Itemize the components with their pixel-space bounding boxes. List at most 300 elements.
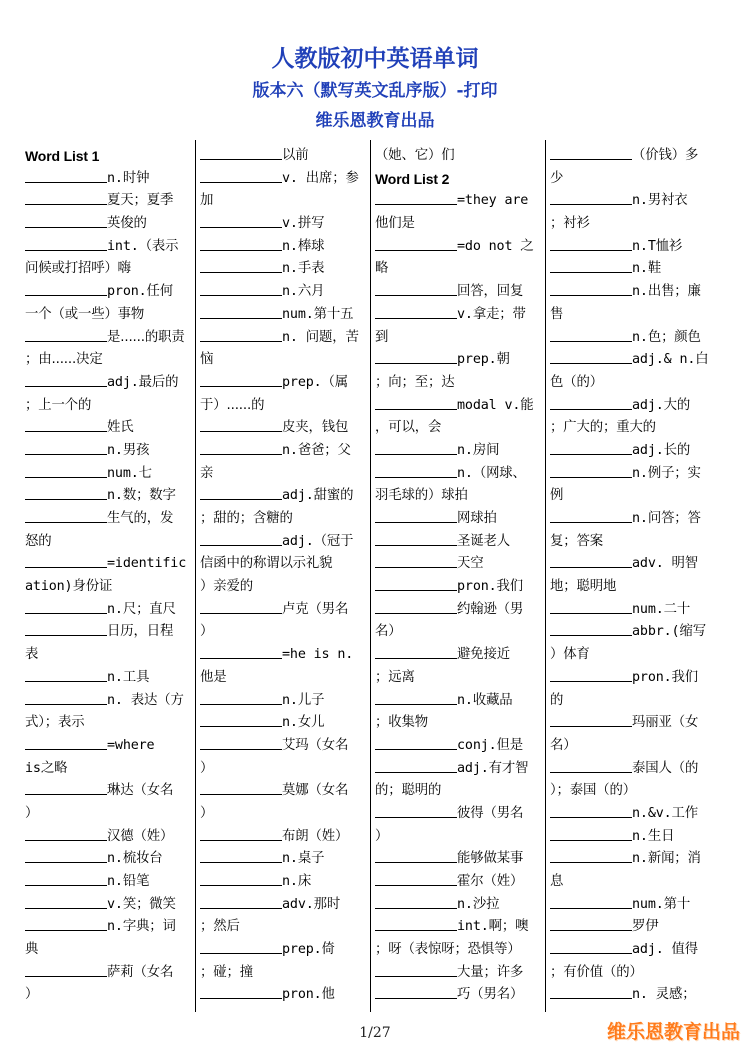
answer-blank bbox=[25, 236, 107, 251]
definition-text: n.儿子 bbox=[282, 692, 325, 708]
definition-text: ）；泰国（的） bbox=[550, 783, 636, 799]
vocab-entry-continuation bbox=[200, 621, 372, 644]
definition-text: 于）......的 bbox=[200, 397, 265, 413]
vocab-entry bbox=[550, 440, 722, 463]
vocab-entry bbox=[550, 939, 722, 962]
answer-blank bbox=[25, 848, 107, 863]
answer-blank bbox=[25, 735, 107, 750]
answer-blank bbox=[550, 281, 632, 296]
answer-blank bbox=[550, 440, 632, 455]
definition-text: ，可以，会 bbox=[375, 420, 442, 436]
vocab-entry-continuation bbox=[200, 667, 372, 690]
answer-blank bbox=[25, 508, 107, 523]
vocab-entry bbox=[200, 145, 372, 168]
vocab-entry-continuation bbox=[200, 576, 372, 599]
definition-text: adj.大的 bbox=[632, 397, 691, 413]
answer-blank bbox=[550, 667, 632, 682]
answer-blank bbox=[375, 236, 457, 251]
definition-text: 艾玛（女名 bbox=[282, 737, 349, 753]
vocab-entry bbox=[200, 894, 372, 917]
vocab-entry bbox=[25, 372, 197, 395]
vocab-entry-continuation bbox=[200, 395, 372, 418]
vocab-entry-continuation bbox=[550, 962, 722, 985]
vocab-entry-continuation bbox=[550, 213, 722, 236]
word-column-4 bbox=[550, 145, 722, 1007]
definition-text: prep.朝 bbox=[457, 352, 510, 368]
definition-text: num.七 bbox=[107, 465, 152, 481]
vocab-entry bbox=[375, 553, 547, 576]
answer-blank bbox=[25, 871, 107, 886]
vocab-entry-continuation bbox=[375, 485, 547, 508]
definition-text: 约翰逊（男 bbox=[457, 601, 524, 617]
definition-text: n.色；颜色 bbox=[632, 329, 701, 345]
vocab-entry-continuation bbox=[200, 803, 372, 826]
definition-text: adj.& n.白 bbox=[632, 352, 709, 368]
answer-blank bbox=[375, 758, 457, 773]
answer-blank bbox=[375, 916, 457, 931]
definition-text: 回答，回复 bbox=[457, 284, 524, 300]
definition-text: =identific bbox=[107, 556, 187, 572]
definition-text: 罗伊 bbox=[632, 919, 659, 935]
definition-text: n.桌子 bbox=[282, 851, 325, 867]
definition-text: n.&v.工作 bbox=[632, 805, 699, 821]
vocab-entry bbox=[200, 213, 372, 236]
answer-blank bbox=[200, 417, 282, 432]
word-list-heading-text: Word List 2 bbox=[375, 170, 450, 187]
definition-text: ；甜的；含糖的 bbox=[200, 511, 293, 526]
definition-text: 霍尔（姓） bbox=[457, 874, 524, 889]
answer-blank bbox=[25, 621, 107, 636]
answer-blank bbox=[550, 395, 632, 410]
answer-blank bbox=[200, 871, 282, 886]
definition-text: n.T恤衫 bbox=[632, 238, 683, 254]
definition-text: 亲 bbox=[200, 465, 214, 481]
answer-blank bbox=[200, 145, 282, 160]
definition-text: 网球拍 bbox=[457, 511, 497, 526]
vocab-entry-continuation bbox=[375, 780, 547, 803]
definition-text: ；由......决定 bbox=[25, 352, 103, 368]
answer-blank bbox=[200, 372, 282, 387]
vocab-entry bbox=[375, 440, 547, 463]
answer-blank bbox=[550, 712, 632, 727]
vocab-entry bbox=[200, 690, 372, 713]
definition-text: 夏天；夏季 bbox=[107, 193, 174, 209]
answer-blank bbox=[550, 916, 632, 931]
vocab-entry-continuation bbox=[550, 168, 722, 191]
answer-blank bbox=[375, 395, 457, 410]
answer-blank bbox=[375, 644, 457, 659]
page-title: 人教版初中英语单词 bbox=[271, 46, 479, 72]
answer-blank bbox=[25, 916, 107, 931]
vocab-entry bbox=[200, 372, 372, 395]
answer-blank bbox=[200, 780, 282, 795]
vocab-entry bbox=[25, 735, 197, 758]
vocab-entry-continuation bbox=[550, 871, 722, 894]
watermark-logo: 维乐恩教育出品 bbox=[606, 1021, 740, 1043]
vocab-entry bbox=[25, 281, 197, 304]
definition-text: pron.任何 bbox=[107, 284, 174, 300]
answer-blank bbox=[375, 894, 457, 909]
definition-text: v.笑；微笑 bbox=[107, 896, 176, 912]
definition-text: n.字典；词 bbox=[107, 919, 176, 935]
vocab-entry-continuation bbox=[550, 690, 722, 713]
definition-text: adj. 值得 bbox=[632, 942, 699, 958]
definition-text: adj.甜蜜的 bbox=[282, 488, 354, 504]
definition-text: n.沙拉 bbox=[457, 896, 500, 912]
answer-blank bbox=[375, 508, 457, 523]
definition-text: adv.那时 bbox=[282, 896, 341, 912]
vocab-entry bbox=[25, 463, 197, 486]
vocab-entry-continuation bbox=[550, 735, 722, 758]
vocab-entry bbox=[200, 281, 372, 304]
definition-text: pron.我们 bbox=[632, 669, 699, 685]
answer-blank bbox=[200, 304, 282, 319]
vocab-entry bbox=[25, 667, 197, 690]
definition-text: =he is n. bbox=[282, 647, 354, 663]
answer-blank bbox=[200, 258, 282, 273]
answer-blank bbox=[200, 848, 282, 863]
vocab-entry bbox=[25, 599, 197, 622]
answer-blank bbox=[375, 984, 457, 999]
definition-text: 复；答案 bbox=[550, 533, 603, 549]
vocab-entry bbox=[25, 327, 197, 350]
definition-text: 日历，日程 bbox=[107, 624, 174, 640]
vocab-entry bbox=[550, 712, 722, 735]
answer-blank bbox=[375, 531, 457, 546]
definition-text: ） bbox=[200, 760, 214, 776]
answer-blank bbox=[25, 327, 107, 342]
answer-blank bbox=[25, 168, 107, 183]
definition-text: num.第十 bbox=[632, 896, 691, 912]
vocab-entry-continuation bbox=[375, 621, 547, 644]
definition-text: n.铅笔 bbox=[107, 874, 150, 889]
vocab-entry bbox=[200, 236, 372, 259]
vocab-entry bbox=[200, 848, 372, 871]
definition-text: 生气的，发 bbox=[107, 511, 174, 526]
vocab-entry bbox=[375, 916, 547, 939]
answer-blank bbox=[200, 599, 282, 614]
vocab-entry bbox=[375, 576, 547, 599]
vocab-entry bbox=[375, 644, 547, 667]
definition-text: 彼得（男名 bbox=[457, 805, 524, 821]
answer-blank bbox=[550, 508, 632, 523]
vocab-entry bbox=[375, 871, 547, 894]
vocab-entry bbox=[25, 485, 197, 508]
answer-blank bbox=[200, 213, 282, 228]
vocab-entry-continuation bbox=[550, 531, 722, 554]
definition-text: 典 bbox=[25, 942, 39, 958]
word-list-heading bbox=[375, 168, 547, 191]
definition-text: ） bbox=[200, 805, 214, 821]
vocab-entry bbox=[550, 145, 722, 168]
vocab-entry bbox=[200, 780, 372, 803]
vocab-entry bbox=[550, 508, 722, 531]
vocab-entry bbox=[200, 258, 372, 281]
vocab-entry bbox=[375, 236, 547, 259]
answer-blank bbox=[200, 690, 282, 705]
vocab-entry bbox=[375, 508, 547, 531]
vocab-entry bbox=[550, 667, 722, 690]
definition-text: conj.但是 bbox=[457, 737, 524, 753]
definition-text: n.生日 bbox=[632, 828, 675, 844]
definition-text: 式）；表示 bbox=[25, 715, 85, 731]
definition-text: 避免接近 bbox=[457, 647, 510, 663]
answer-blank bbox=[375, 962, 457, 977]
definition-text: 例 bbox=[550, 488, 564, 504]
answer-blank bbox=[25, 826, 107, 841]
vocab-entry bbox=[200, 304, 372, 327]
definition-text: n.男衬衣 bbox=[632, 193, 688, 209]
definition-text: prep.倚 bbox=[282, 942, 335, 958]
page-subtitle: 版本六（默写英文乱序版）-打印 bbox=[252, 81, 498, 101]
definition-text: 息 bbox=[550, 874, 564, 889]
definition-text: 他们是 bbox=[375, 216, 415, 232]
definition-text: modal v.能 bbox=[457, 397, 534, 413]
definition-text: adj.长的 bbox=[632, 442, 691, 458]
vocab-entry bbox=[375, 848, 547, 871]
answer-blank bbox=[25, 463, 107, 478]
vocab-entry-continuation bbox=[25, 531, 197, 554]
page-number: 1/27 bbox=[359, 1025, 391, 1041]
definition-text: adj.最后的 bbox=[107, 374, 179, 390]
definition-text: ） bbox=[200, 624, 214, 640]
definition-text: ）体育 bbox=[550, 647, 590, 663]
vocab-entry bbox=[550, 621, 722, 644]
definition-text: =do not 之 bbox=[457, 238, 534, 254]
vocab-entry bbox=[25, 417, 197, 440]
answer-blank bbox=[25, 417, 107, 432]
vocab-entry-continuation bbox=[550, 576, 722, 599]
definition-text: 布朗（姓） bbox=[282, 828, 349, 844]
vocab-entry bbox=[375, 758, 547, 781]
definition-text: adj.（冠于 bbox=[282, 533, 354, 549]
definition-text: ；上一个的 bbox=[25, 397, 92, 413]
vocab-entry-continuation bbox=[25, 576, 197, 599]
vocab-entry bbox=[550, 916, 722, 939]
definition-text: 卢克（男名 bbox=[282, 601, 349, 617]
answer-blank bbox=[550, 190, 632, 205]
vocab-entry bbox=[200, 939, 372, 962]
definition-text: ；远离 bbox=[375, 669, 415, 685]
vocab-entry-continuation bbox=[375, 258, 547, 281]
answer-blank bbox=[375, 690, 457, 705]
vocab-entry bbox=[200, 984, 372, 1007]
vocab-entry-continuation bbox=[375, 712, 547, 735]
answer-blank bbox=[200, 984, 282, 999]
vocab-entry bbox=[375, 531, 547, 554]
vocab-entry bbox=[375, 349, 547, 372]
word-list-heading bbox=[25, 145, 197, 168]
vocab-entry-continuation bbox=[25, 349, 197, 372]
definition-text: ） bbox=[25, 805, 39, 821]
definition-text: 英俊的 bbox=[107, 216, 147, 232]
vocab-entry bbox=[25, 508, 197, 531]
vocab-entry bbox=[25, 826, 197, 849]
vocab-entry bbox=[550, 258, 722, 281]
vocab-entry bbox=[550, 190, 722, 213]
vocab-entry bbox=[200, 712, 372, 735]
definition-text: 以前 bbox=[282, 148, 309, 163]
vocab-entry bbox=[375, 803, 547, 826]
answer-blank bbox=[550, 258, 632, 273]
vocab-entry bbox=[550, 758, 722, 781]
vocab-entry bbox=[25, 848, 197, 871]
definition-text: ；然后 bbox=[200, 919, 240, 935]
definition-text: ；收集物 bbox=[375, 715, 428, 731]
vocab-entry bbox=[550, 395, 722, 418]
vocab-entry bbox=[25, 236, 197, 259]
definition-text: =they are bbox=[457, 193, 529, 209]
definition-text: （她、它）们 bbox=[375, 148, 455, 163]
vocab-entry bbox=[550, 463, 722, 486]
definition-text: 售 bbox=[550, 306, 564, 322]
vocab-entry bbox=[25, 916, 197, 939]
vocab-entry-continuation bbox=[550, 644, 722, 667]
vocab-entry-continuation bbox=[550, 780, 722, 803]
definition-text: 泰国人（的 bbox=[632, 760, 699, 776]
vocab-entry-continuation bbox=[25, 644, 197, 667]
answer-blank bbox=[25, 372, 107, 387]
definition-text: 汉德（姓） bbox=[107, 828, 174, 844]
vocab-entry-continuation bbox=[375, 327, 547, 350]
definition-text: n.时钟 bbox=[107, 170, 150, 186]
vocab-entry-continuation bbox=[25, 803, 197, 826]
answer-blank bbox=[200, 826, 282, 841]
definition-text: is之略 bbox=[25, 760, 68, 776]
definition-text: n.爸爸；父 bbox=[282, 442, 351, 458]
definition-text: int.（表示 bbox=[107, 238, 179, 254]
answer-blank bbox=[25, 190, 107, 205]
vocab-entry-continuation bbox=[375, 213, 547, 236]
definition-text: n.房间 bbox=[457, 442, 500, 458]
definition-text: ）亲爱的 bbox=[200, 579, 253, 595]
answer-blank bbox=[550, 758, 632, 773]
definition-text: adj.有才智 bbox=[457, 760, 529, 776]
definition-text: n.收藏品 bbox=[457, 692, 513, 708]
vocab-entry-continuation bbox=[200, 463, 372, 486]
vocab-entry bbox=[375, 395, 547, 418]
definition-text: v.拼写 bbox=[282, 216, 325, 232]
vocab-entry bbox=[550, 848, 722, 871]
definition-text: n.新闻；消 bbox=[632, 851, 701, 867]
answer-blank bbox=[25, 780, 107, 795]
vocab-entry-continuation bbox=[25, 258, 197, 281]
answer-blank bbox=[550, 848, 632, 863]
definition-text: 羽毛球的）球拍 bbox=[375, 488, 468, 504]
vocab-entry bbox=[550, 803, 722, 826]
vocab-entry bbox=[25, 690, 197, 713]
vocab-entry bbox=[550, 599, 722, 622]
definition-text: n.数；数字 bbox=[107, 488, 176, 504]
definition-text: n.床 bbox=[282, 874, 312, 889]
vocab-entry-continuation bbox=[200, 758, 372, 781]
definition-text: n.梳妆台 bbox=[107, 851, 163, 867]
answer-blank bbox=[200, 735, 282, 750]
vocab-entry bbox=[200, 644, 372, 667]
answer-blank bbox=[200, 644, 282, 659]
answer-blank bbox=[25, 599, 107, 614]
vocab-entry bbox=[375, 190, 547, 213]
definition-text: n.尺；直尺 bbox=[107, 601, 176, 617]
definition-text: 的；聪明的 bbox=[375, 783, 442, 799]
definition-text: 怒的 bbox=[25, 533, 52, 549]
definition-text: n.出售；廉 bbox=[632, 284, 701, 300]
definition-text: 加 bbox=[200, 193, 214, 209]
definition-text: 大量；许多 bbox=[457, 964, 524, 980]
answer-blank bbox=[200, 939, 282, 954]
answer-blank bbox=[375, 599, 457, 614]
answer-blank bbox=[375, 735, 457, 750]
vocab-entry-continuation bbox=[200, 349, 372, 372]
definition-text: n.女儿 bbox=[282, 715, 325, 731]
definition-text: 琳达（女名 bbox=[107, 783, 174, 799]
definition-text: ；有价值（的） bbox=[550, 964, 643, 980]
definition-text: v.拿走；带 bbox=[457, 306, 526, 322]
vocab-entry-continuation bbox=[25, 304, 197, 327]
answer-blank bbox=[550, 826, 632, 841]
vocab-entry bbox=[550, 349, 722, 372]
answer-blank bbox=[200, 440, 282, 455]
vocab-entry bbox=[375, 894, 547, 917]
vocab-entry-continuation bbox=[200, 553, 372, 576]
definition-text: n. 问题，苦 bbox=[282, 329, 359, 345]
answer-blank bbox=[375, 553, 457, 568]
definition-text: 一个（或一些）事物 bbox=[25, 306, 145, 322]
vocab-entry bbox=[200, 871, 372, 894]
definition-text: 莫娜（女名 bbox=[282, 783, 349, 799]
answer-blank bbox=[550, 327, 632, 342]
definition-text: 表 bbox=[25, 647, 39, 663]
vocab-entry-continuation bbox=[200, 962, 372, 985]
answer-blank bbox=[200, 712, 282, 727]
definition-text: num.第十五 bbox=[282, 306, 354, 322]
definition-text: ；衬衫 bbox=[550, 216, 590, 232]
answer-blank bbox=[550, 145, 632, 160]
answer-blank bbox=[375, 349, 457, 364]
definition-text: n.棒球 bbox=[282, 238, 325, 254]
definition-text: 色（的） bbox=[550, 374, 603, 390]
vocab-entry bbox=[375, 304, 547, 327]
vocab-entry bbox=[550, 281, 722, 304]
definition-text: 姓氏 bbox=[107, 420, 134, 436]
vocab-entry bbox=[25, 440, 197, 463]
definition-text: n.男孩 bbox=[107, 442, 150, 458]
answer-blank bbox=[375, 440, 457, 455]
answer-blank bbox=[25, 962, 107, 977]
definition-text: 巧（男名） bbox=[457, 987, 524, 1003]
definition-text: ；碰；撞 bbox=[200, 964, 253, 980]
answer-blank bbox=[550, 984, 632, 999]
word-column-3 bbox=[375, 145, 547, 1007]
answer-blank bbox=[25, 440, 107, 455]
definition-text: n.工具 bbox=[107, 669, 150, 685]
definition-text: 萨莉（女名 bbox=[107, 964, 174, 980]
answer-blank bbox=[25, 667, 107, 682]
vocab-entry bbox=[25, 962, 197, 985]
vocab-entry-continuation bbox=[25, 939, 197, 962]
definition-text: v. 出席；参 bbox=[282, 170, 359, 186]
definition-text: n. 灵感； bbox=[632, 987, 696, 1003]
answer-blank bbox=[375, 871, 457, 886]
vocab-entry-continuation bbox=[25, 758, 197, 781]
definition-text: n.手表 bbox=[282, 261, 325, 277]
definition-text: 到 bbox=[375, 329, 389, 345]
answer-blank bbox=[550, 553, 632, 568]
answer-blank bbox=[25, 485, 107, 500]
vocab-entry bbox=[375, 984, 547, 1007]
vocab-entry bbox=[550, 984, 722, 1007]
definition-text: 信函中的称谓以示礼貌 bbox=[200, 556, 333, 572]
